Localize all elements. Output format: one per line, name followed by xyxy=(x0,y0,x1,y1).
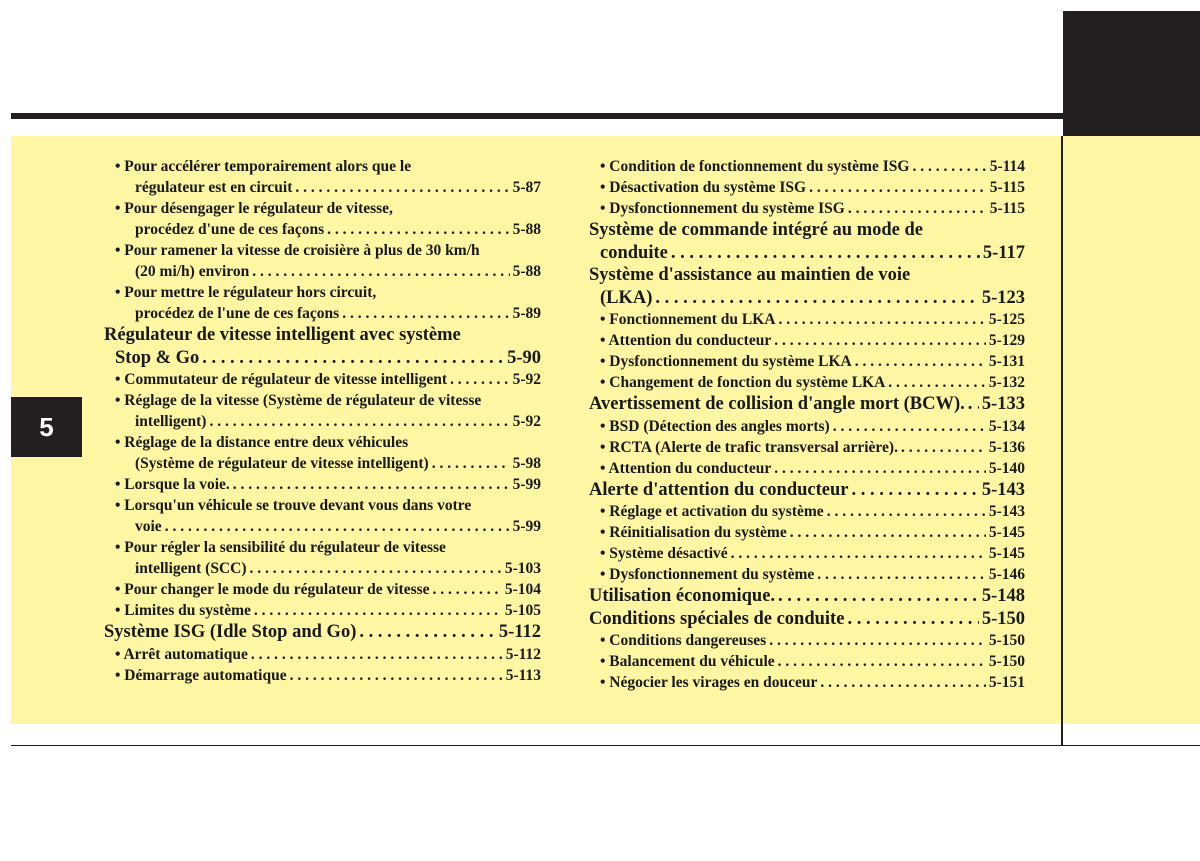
dot-leader xyxy=(202,347,504,370)
toc-page-number[interactable]: 5-112 xyxy=(505,645,541,663)
toc-subentry[interactable] xyxy=(104,219,541,240)
toc-section-entry[interactable] xyxy=(589,608,1025,631)
toc-page-number[interactable]: 5-145 xyxy=(988,524,1025,541)
toc-entry-title: • Commutateur de régulateur de vitesse intelligent xyxy=(115,371,448,388)
toc-page-number[interactable]: 5-151 xyxy=(988,674,1025,691)
toc-left-column xyxy=(104,156,541,686)
dot-leader xyxy=(817,564,986,585)
dot-leader xyxy=(250,558,502,579)
toc-subentry[interactable] xyxy=(589,198,1025,219)
toc-subentry xyxy=(104,198,541,219)
toc-page-number[interactable]: 5-129 xyxy=(988,332,1025,349)
toc-page-number[interactable]: 5-99 xyxy=(512,476,541,493)
toc-entry-title: intelligent (SCC) xyxy=(135,560,247,577)
toc-entry-title: Système ISG (Idle Stop and Go) xyxy=(104,622,357,642)
toc-entry-title: • Désactivation du système ISG xyxy=(600,179,807,196)
toc-entry-title: • Système désactivé xyxy=(600,545,728,562)
toc-entry-title: • RCTA (Alerte de trafic transversal arrière). xyxy=(600,438,898,456)
toc-subentry[interactable] xyxy=(589,351,1025,372)
toc-subentry xyxy=(104,432,541,453)
toc-subentry[interactable] xyxy=(589,651,1025,672)
toc-entry-title: Conditions spéciales de conduite xyxy=(589,608,845,629)
toc-entry-title: • Conditions dangereuses xyxy=(600,632,767,649)
toc-page-number[interactable]: 5-88 xyxy=(512,263,541,280)
toc-subentry[interactable] xyxy=(589,630,1025,651)
toc-entry-title: procédez de l'une de ces façons xyxy=(135,305,340,322)
dot-leader xyxy=(790,522,986,543)
dot-leader xyxy=(342,303,509,324)
toc-right-column xyxy=(589,156,1025,693)
toc-subentry[interactable] xyxy=(104,261,541,282)
toc-page-number[interactable]: 5-98 xyxy=(512,455,541,472)
toc-entry-title: • Fonctionnement du LKA xyxy=(600,311,776,328)
toc-page-number[interactable]: 5-125 xyxy=(988,311,1025,328)
toc-subentry xyxy=(104,390,541,411)
toc-subentry[interactable] xyxy=(104,665,541,686)
toc-subentry xyxy=(104,495,541,516)
toc-entry-title: voie xyxy=(135,518,162,535)
toc-page-number[interactable]: 5-115 xyxy=(989,200,1025,217)
toc-entry-title: • Balancement du véhicule xyxy=(600,653,775,670)
toc-entry-title: • Condition de fonctionnement du système ISG xyxy=(600,158,910,175)
toc-entry-title: (20 mi/h) environ xyxy=(135,263,250,280)
toc-subentry[interactable] xyxy=(589,330,1025,351)
toc-subentry[interactable] xyxy=(104,644,541,665)
toc-page-number[interactable]: 5-133 xyxy=(981,394,1025,414)
toc-entry-title: Stop & Go xyxy=(115,347,200,368)
toc-subentry[interactable] xyxy=(589,372,1025,393)
toc-entry-title: • Lorsqu'un véhicule se trouve devant vous dans votre xyxy=(115,497,472,514)
toc-subentry[interactable] xyxy=(104,453,541,474)
toc-entry-title: Système d'assistance au maintien de voie xyxy=(589,265,911,285)
chapter-tab[interactable] xyxy=(11,397,82,457)
toc-page-number[interactable]: 5-112 xyxy=(498,622,541,642)
toc-entry-title: Régulateur de vitesse intelligent avec système xyxy=(104,325,461,345)
toc-page-number[interactable]: 5-113 xyxy=(505,666,541,684)
toc-page-number[interactable]: 5-136 xyxy=(988,438,1025,456)
toc-subentry[interactable] xyxy=(104,303,541,324)
toc-section-entry[interactable] xyxy=(104,621,541,644)
toc-page-number[interactable]: 5-92 xyxy=(512,413,541,430)
toc-entry-title: • BSD (Détection des angles morts) xyxy=(600,417,830,435)
toc-page-number[interactable]: 5-105 xyxy=(504,602,541,619)
footer-rule xyxy=(11,745,1200,746)
dot-leader xyxy=(165,516,510,537)
toc-entry-title: • Démarrage automatique xyxy=(115,666,287,684)
toc-section-entry xyxy=(104,324,541,347)
toc-subentry[interactable] xyxy=(589,156,1025,177)
dot-leader xyxy=(827,501,986,522)
toc-page-number[interactable]: 5-150 xyxy=(988,653,1025,670)
dot-leader xyxy=(433,579,502,600)
toc-entry-title: Utilisation économique. xyxy=(589,586,776,606)
toc-page-number[interactable]: 5-123 xyxy=(981,287,1025,308)
toc-subentry[interactable] xyxy=(589,416,1025,437)
toc-entry-title: procédez d'une de ces façons xyxy=(135,221,325,238)
dot-leader xyxy=(671,242,980,265)
toc-subentry xyxy=(104,156,541,177)
toc-subentry[interactable] xyxy=(589,543,1025,564)
toc-entry-title: • Réglage de la vitesse (Système de régulateur de vitesse xyxy=(115,392,482,409)
toc-entry-title: • Attention du conducteur xyxy=(600,459,772,477)
dot-leader xyxy=(852,479,979,502)
dot-leader xyxy=(912,156,986,177)
toc-subentry[interactable] xyxy=(589,522,1025,543)
toc-page-number[interactable]: 5-103 xyxy=(504,560,541,577)
toc-entry-title: • Réglage et activation du système xyxy=(600,503,824,520)
dot-leader xyxy=(774,458,986,479)
margin-strip xyxy=(1063,136,1200,724)
toc-subentry[interactable] xyxy=(589,501,1025,522)
toc-entry-title: Système de commande intégré au mode de xyxy=(589,220,923,240)
toc-subentry[interactable] xyxy=(104,516,541,537)
toc-entry-title: • Dysfonctionnement du système ISG xyxy=(600,200,845,217)
toc-section-entry xyxy=(589,219,1025,242)
toc-subentry[interactable] xyxy=(589,672,1025,693)
toc-page-number[interactable]: 5-146 xyxy=(988,566,1025,583)
toc-entry-title: • Réglage de la distance entre deux véhicules xyxy=(115,434,409,451)
dot-leader xyxy=(295,177,509,198)
toc-page-number[interactable]: 5-134 xyxy=(988,417,1025,435)
dot-leader xyxy=(254,600,502,621)
dot-leader xyxy=(209,411,509,432)
toc-subentry[interactable] xyxy=(589,458,1025,479)
dot-leader xyxy=(779,309,986,330)
toc-entry-title: intelligent) xyxy=(135,413,207,430)
toc-entry-title: (LKA) xyxy=(600,287,653,308)
dot-leader xyxy=(968,393,979,416)
toc-page-number[interactable]: 5-89 xyxy=(512,305,541,322)
toc-entry-title: • Pour changer le mode du régulateur de vitesse xyxy=(115,581,430,598)
dot-leader xyxy=(778,585,979,608)
toc-entry-title: • Attention du conducteur xyxy=(600,332,772,349)
toc-page-number[interactable]: 5-140 xyxy=(988,459,1025,477)
toc-page-number[interactable]: 5-148 xyxy=(981,586,1025,606)
dot-leader xyxy=(450,369,510,390)
toc-subentry[interactable] xyxy=(104,579,541,600)
toc-page-number[interactable]: 5-92 xyxy=(512,371,541,388)
toc-entry-title: • Dysfonctionnement du système xyxy=(600,566,815,583)
dot-leader xyxy=(809,177,987,198)
toc-page-number[interactable]: 5-117 xyxy=(982,242,1025,263)
chapter-number: 5 xyxy=(39,411,54,442)
toc-subentry[interactable] xyxy=(104,177,541,198)
toc-entry-title: • Pour mettre le régulateur hors circuit, xyxy=(115,284,377,301)
vertical-divider xyxy=(1061,136,1063,746)
toc-subentry[interactable] xyxy=(104,474,541,495)
toc-entry-title: Alerte d'attention du conducteur xyxy=(589,479,849,500)
dot-leader xyxy=(820,672,985,693)
toc-section-entry[interactable] xyxy=(589,393,1025,416)
toc-entry-title: • Dysfonctionnement du système LKA xyxy=(600,353,852,370)
toc-entry-title: • Arrêt automatique xyxy=(115,645,248,663)
dot-leader xyxy=(359,621,496,644)
toc-entry-title: • Lorsque la voie. xyxy=(115,476,230,493)
toc-page-number[interactable]: 5-132 xyxy=(988,374,1025,391)
dot-leader xyxy=(847,608,978,631)
toc-entry-title: conduite xyxy=(600,242,668,263)
dot-leader xyxy=(251,644,503,665)
toc-subentry xyxy=(104,537,541,558)
toc-page-number[interactable]: 5-143 xyxy=(988,503,1025,520)
toc-page-number[interactable]: 5-99 xyxy=(512,518,541,535)
dot-leader xyxy=(655,287,978,310)
toc-subentry xyxy=(104,282,541,303)
toc-page-number[interactable]: 5-87 xyxy=(512,179,541,196)
dot-leader xyxy=(774,330,986,351)
toc-subentry[interactable] xyxy=(104,558,541,579)
toc-subentry[interactable] xyxy=(104,411,541,432)
dot-leader xyxy=(778,651,986,672)
toc-entry-title: Avertissement de collision d'angle mort (BCW). xyxy=(589,394,965,414)
toc-entry-title: • Pour désengager le régulateur de vitesse, xyxy=(115,200,393,217)
dot-leader xyxy=(848,198,987,219)
toc-entry-title: • Limites du système xyxy=(115,602,251,619)
toc-page-number[interactable]: 5-115 xyxy=(989,179,1025,196)
dot-leader xyxy=(888,372,986,393)
toc-page-number[interactable]: 5-143 xyxy=(981,479,1025,500)
dot-leader xyxy=(833,416,986,437)
toc-page-number[interactable]: 5-90 xyxy=(507,347,541,368)
toc-subentry xyxy=(104,240,541,261)
dot-leader xyxy=(855,351,986,372)
toc-subentry[interactable] xyxy=(589,177,1025,198)
toc-entry-title: (Système de régulateur de vitesse intelligent) xyxy=(135,455,429,472)
toc-subentry[interactable] xyxy=(589,564,1025,585)
dot-leader xyxy=(432,453,510,474)
toc-page-number[interactable]: 5-104 xyxy=(504,581,541,598)
toc-section-entry[interactable] xyxy=(589,479,1025,502)
toc-page-number[interactable]: 5-150 xyxy=(988,632,1025,649)
toc-entry-title: • Réinitialisation du système xyxy=(600,524,787,541)
toc-subentry[interactable] xyxy=(104,369,541,390)
toc-section-entry[interactable] xyxy=(589,242,1025,265)
toc-page-number[interactable]: 5-114 xyxy=(989,158,1025,175)
toc-subentry[interactable] xyxy=(589,437,1025,458)
dot-leader xyxy=(252,261,509,282)
dot-leader xyxy=(290,665,503,686)
toc-entry-title: • Négocier les virages en douceur xyxy=(600,674,818,691)
toc-section-entry[interactable] xyxy=(589,585,1025,608)
dot-leader xyxy=(769,630,986,651)
dot-leader xyxy=(327,219,509,240)
dot-leader xyxy=(233,474,510,495)
toc-entry-title: • Changement de fonction du système LKA xyxy=(600,374,886,391)
toc-section-entry xyxy=(589,264,1025,287)
toc-section-entry[interactable] xyxy=(589,287,1025,310)
toc-entry-title: • Pour accélérer temporairement alors que le xyxy=(115,158,412,175)
toc-subentry[interactable] xyxy=(104,600,541,621)
toc-page-number[interactable]: 5-88 xyxy=(512,221,541,238)
toc-page-number[interactable]: 5-150 xyxy=(981,608,1025,629)
toc-entry-title: • Pour régler la sensibilité du régulateur de vitesse xyxy=(115,539,446,556)
toc-section-entry[interactable] xyxy=(104,347,541,370)
toc-page-number[interactable]: 5-145 xyxy=(988,545,1025,562)
toc-subentry[interactable] xyxy=(589,309,1025,330)
toc-page-number[interactable]: 5-131 xyxy=(988,353,1025,370)
toc-entry-title: régulateur est en circuit xyxy=(135,179,293,196)
toc-entry-title: • Pour ramener la vitesse de croisière à plus de 30 km/h xyxy=(115,242,480,259)
dot-leader xyxy=(901,437,986,458)
dot-leader xyxy=(731,543,986,564)
header-rule xyxy=(11,113,1200,119)
